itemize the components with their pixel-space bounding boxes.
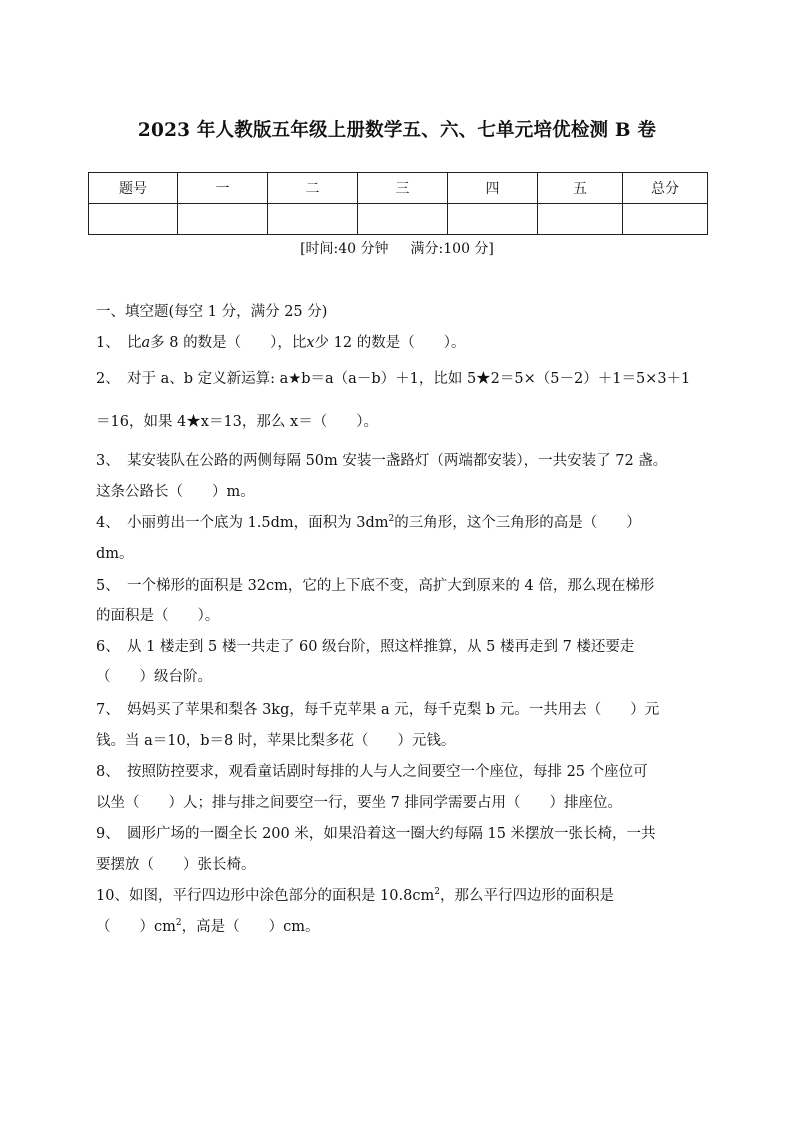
q10-line2-a: （ ）cm xyxy=(96,919,176,935)
full-score: 满分:100 分] xyxy=(410,241,494,257)
score-cell[interactable] xyxy=(89,204,178,235)
header-cell: 二 xyxy=(268,173,358,204)
time-limit: [时间:40 分钟 xyxy=(300,241,389,257)
header-cell: 三 xyxy=(358,173,448,204)
question-9-line-1: 9、 圆形广场的一圈全长 200 米，如果沿着这一圈大约每隔 15 米摆放一张长椅，一共 xyxy=(96,826,656,842)
score-table xyxy=(88,172,708,235)
question-5-line-2: 的面积是（ ）。 xyxy=(96,608,220,624)
score-cell[interactable] xyxy=(538,204,623,235)
score-cell[interactable] xyxy=(178,204,268,235)
question-10-line-2 xyxy=(96,915,319,936)
q10-superscript: 2 xyxy=(434,887,440,898)
q10-line2-superscript: 2 xyxy=(175,918,182,929)
score-table-score-row xyxy=(89,204,708,235)
score-table-header-row xyxy=(89,173,708,204)
question-9-line-2: 要摆放（ ）张长椅。 xyxy=(96,857,256,873)
q10-text-a: 10、如图，平行四边形中涂色部分的面积是 10.8cm xyxy=(96,888,435,904)
q10-line2-b: ，高是（ ）cm。 xyxy=(181,919,320,935)
question-1 xyxy=(96,331,465,352)
question-6-line-1: 6、 从 1 楼走到 5 楼一共走了 60 级台阶，照这样推算，从 5 楼再走到 7 楼还要走 xyxy=(96,639,635,655)
q4-text-b: 的三角形，这个三角形的高是（ ） xyxy=(394,515,641,531)
section-heading: 一、填空题(每空 1 分，满分 25 分) xyxy=(96,304,328,320)
q10-text-b: ，那么平行四边形的面积是 xyxy=(439,888,614,904)
q4-superscript: 2 xyxy=(388,514,395,525)
header-cell: 四 xyxy=(448,173,538,204)
question-5-line-1: 5、 一个梯形的面积是 32cm，它的上下底不变，高扩大到原来的 4 倍，那么现在梯形 xyxy=(96,578,655,594)
question-6-line-2: （ ）级台阶。 xyxy=(96,669,212,685)
question-4-line-2: dm。 xyxy=(96,546,134,562)
question-3-line-1: 3、 某安装队在公路的两侧每隔 50m 安装一盏路灯（两端都安装），一共安装了 72 盏。 xyxy=(96,453,668,469)
question-8-line-1: 8、 按照防控要求，观看童话剧时每排的人与人之间要空一个座位，每排 25 个座位可 xyxy=(96,764,648,780)
question-2-line-2: ＝16，如果 4★x＝13，那么 x＝（ ）。 xyxy=(96,414,378,430)
q1-text-a: 1、 比 xyxy=(96,335,142,351)
page-title: 2023 年人教版五年级上册数学五、六、七单元培优检测 B 卷 xyxy=(137,120,657,141)
score-cell[interactable] xyxy=(448,204,538,235)
header-cell: 题号 xyxy=(89,173,178,204)
question-7-line-1: 7、 妈妈买了苹果和梨各 3kg，每千克苹果 a 元，每千克梨 b 元。一共用去（ ）元 xyxy=(96,702,660,718)
q1-text-b: 多 8 的数是（ ），比 xyxy=(150,335,307,351)
header-cell: 五 xyxy=(538,173,623,204)
score-cell[interactable] xyxy=(623,204,708,235)
q1-var-x: x xyxy=(306,335,315,351)
question-4-line-1 xyxy=(96,511,641,532)
question-3-line-2: 这条公路长（ ）m。 xyxy=(96,484,255,500)
question-8-line-2: 以坐（ ）人；排与排之间要空一行，要坐 7 排同学需要占用（ ）排座位。 xyxy=(96,795,622,811)
header-cell: 一 xyxy=(178,173,268,204)
score-cell[interactable] xyxy=(358,204,448,235)
question-2-line-1: 2、 对于 a、b 定义新运算: a★b＝a（a－b）＋1，比如 5★2＝5×（5－2）＋1＝5×3＋1 xyxy=(96,371,691,387)
score-cell[interactable] xyxy=(268,204,358,235)
q4-text-a: 4、 小丽剪出一个底为 1.5dm，面积为 3dm xyxy=(96,515,389,531)
question-7-line-2: 钱。当 a＝10，b＝8 时，苹果比梨多花（ ）元钱。 xyxy=(96,733,456,749)
header-cell: 总分 xyxy=(623,173,708,204)
q1-text-c: 少 12 的数是（ ）。 xyxy=(314,335,466,351)
question-10-line-1 xyxy=(96,884,614,905)
exam-meta xyxy=(0,238,794,258)
q1-var-a: a xyxy=(141,335,151,351)
